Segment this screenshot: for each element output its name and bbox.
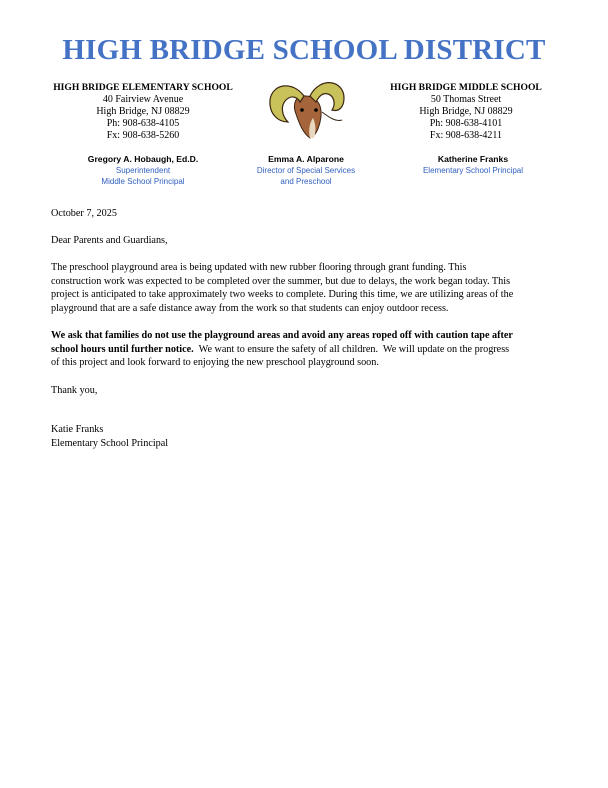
staff-role: Director of Special Services [256, 166, 356, 175]
staff-role: Superintendent [115, 166, 171, 175]
signer-name: Katie Franks [51, 424, 104, 435]
middle-school-address [366, 82, 566, 142]
paragraph-line: playground that are a safe distance away from the work so that students can enjoy outdoor recess. [51, 303, 449, 315]
staff-role: Middle School Principal [101, 177, 185, 186]
letter-closing: Thank you, [51, 385, 98, 396]
middle-city: High Bridge, NJ 08829 [419, 106, 513, 117]
paragraph-line: project is anticipated to take approximately two weeks to complete. During this time, we are utilizing areas of the [51, 289, 514, 301]
elementary-fax: Fx: 908-638-5260 [106, 130, 180, 141]
elementary-street: 40 Fairview Avenue [102, 94, 184, 105]
staff-director [241, 154, 371, 187]
staff-name: Gregory A. Hobaugh, Ed.D. [87, 154, 199, 164]
bold-notice: school hours until further notice. [51, 343, 194, 355]
district-title: HIGH BRIDGE SCHOOL DISTRICT [62, 34, 546, 66]
staff-name: Katherine Franks [437, 154, 509, 164]
staff-principal [403, 154, 543, 176]
paragraph-line: construction work was expected to be completed over the summer, but due to delays, the work began today. This [51, 275, 511, 287]
ram-mascot-logo [266, 74, 348, 142]
middle-fax: Fx: 908-638-4211 [429, 130, 503, 141]
staff-role: and Preschool [280, 177, 332, 186]
letter-date: October 7, 2025 [51, 208, 117, 219]
paragraph-line: of this project and look forward to enjoying the new preschool playground soon. [51, 357, 379, 369]
elementary-city: High Bridge, NJ 08829 [96, 106, 190, 117]
paragraph-line: The preschool playground area is being updated with new rubber flooring through grant funding. This [51, 262, 467, 273]
staff-name: Emma A. Alparone [268, 154, 344, 164]
elementary-phone: Ph: 908-638-4105 [106, 118, 180, 129]
middle-phone: Ph: 908-638-4101 [429, 118, 503, 129]
letter-salutation: Dear Parents and Guardians, [51, 235, 168, 246]
letter-paragraph-2 [51, 329, 513, 370]
middle-street: 50 Thomas Street [430, 94, 502, 105]
elementary-school-name: HIGH BRIDGE ELEMENTARY SCHOOL [53, 82, 233, 93]
signer-title: Elementary School Principal [51, 438, 169, 449]
elementary-school-address [43, 82, 243, 142]
letter-paragraph-1 [51, 261, 513, 316]
paragraph-text: We want to ensure the safety of all children. We will update on the progress [193, 343, 510, 355]
bold-notice: We ask that families do not use the playground areas and avoid any areas roped off with caution tape after [51, 330, 513, 341]
staff-role: Elementary School Principal [422, 166, 524, 175]
middle-school-name: HIGH BRIDGE MIDDLE SCHOOL [390, 82, 542, 93]
staff-superintendent [68, 154, 218, 187]
